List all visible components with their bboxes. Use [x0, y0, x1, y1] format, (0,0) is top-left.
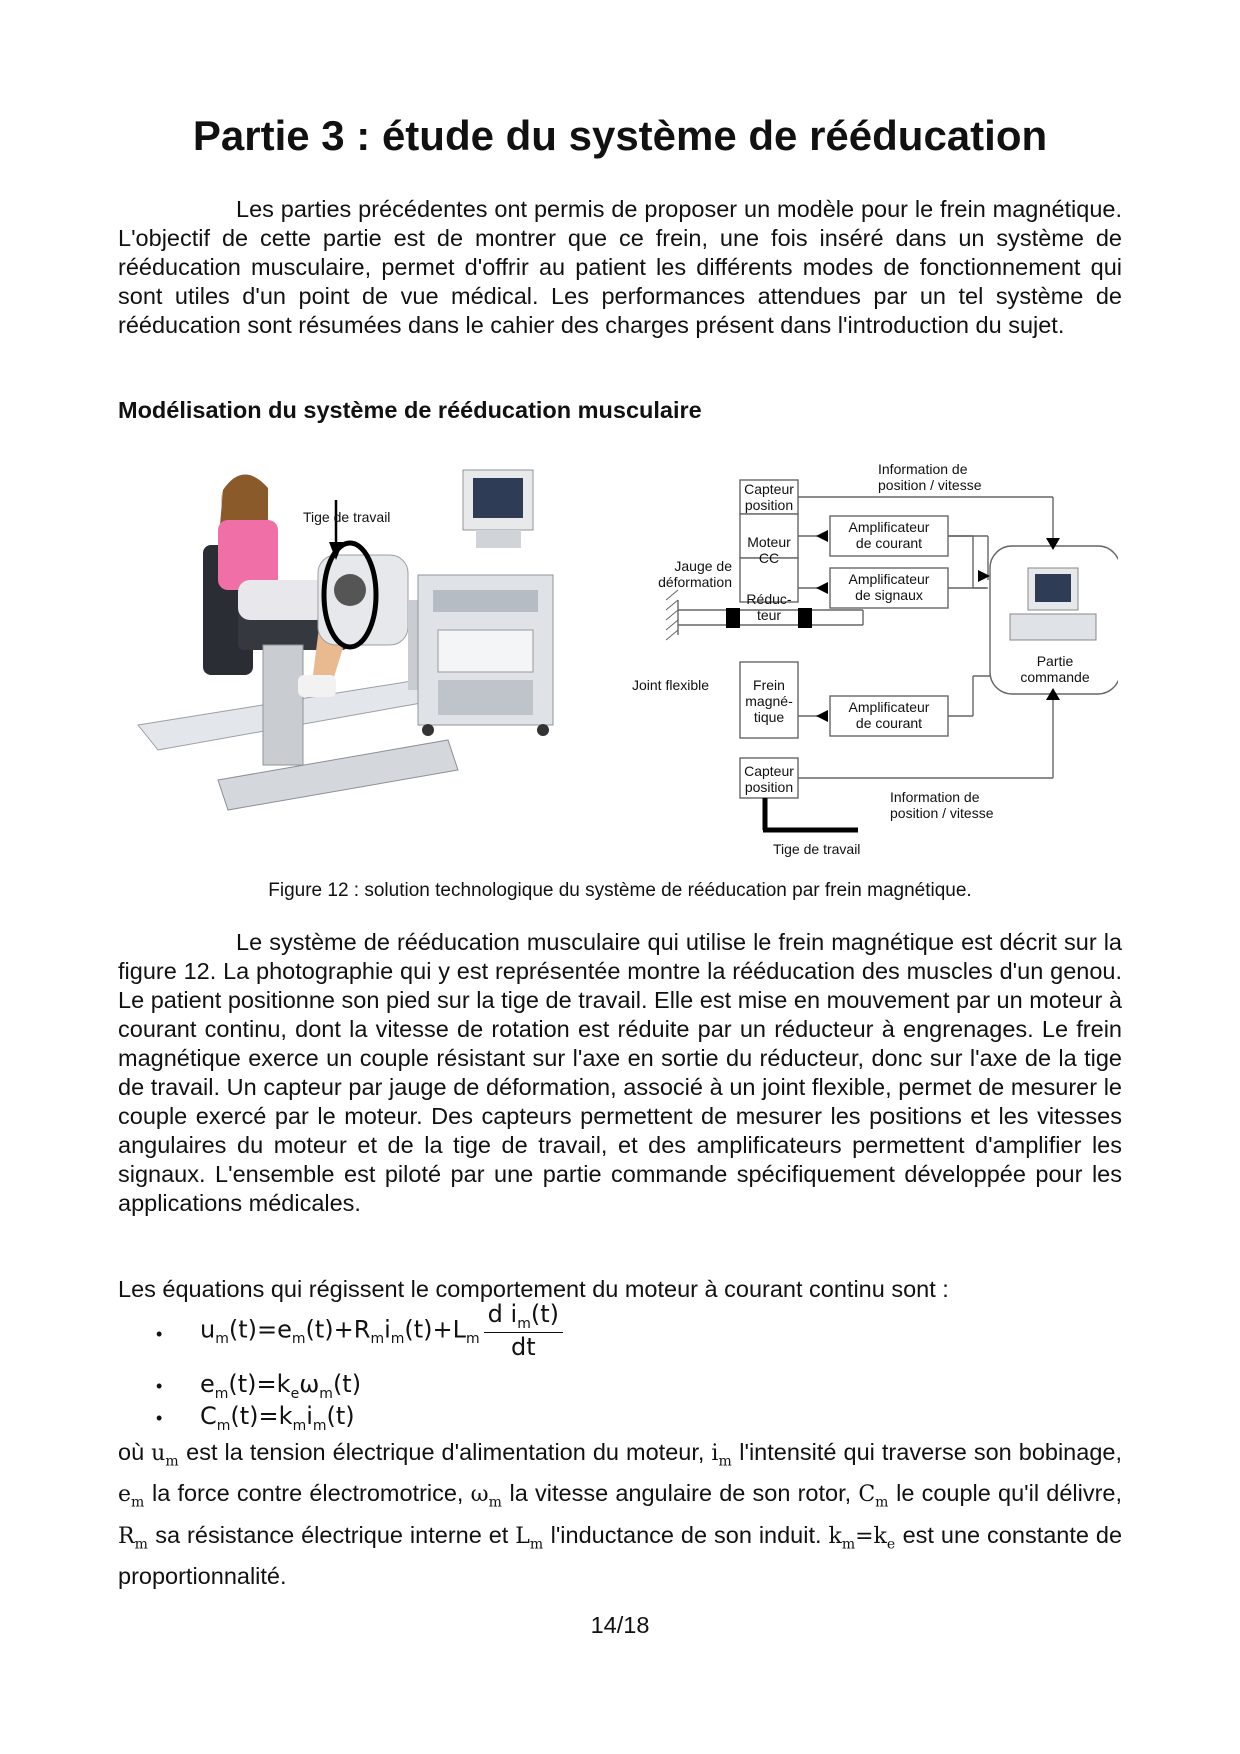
- wall-hatch: [666, 590, 678, 640]
- variables-paragraph: où $u_m$ est la tension électrique d'alimentation du moteur, $i_m$ l'intensité qui traverse son bobinage, $e_m$ la force contre électromotrice, $\omega_m$ la vitesse angulaire de son rotor, $C_m$ le couple qu'il délivre, $R_m$ sa résistance électrique interne et $L_m$ l'inductance de son induit. $k_m=k_e$ est une constante de proportionnalité.: [118, 1439, 1123, 1590]
- label-jauge-2: déformation: [658, 574, 732, 590]
- page-title: Partie 3 : étude du système de rééducation: [192, 112, 1048, 159]
- page-number: 14/18: [590, 1612, 650, 1638]
- where-text-5: la vitesse angulaire de son rotor,: [509, 1480, 852, 1507]
- label-capteur-bottom-1: Capteur: [744, 763, 794, 779]
- section-heading: Modélisation du système de rééducation musculaire: [118, 397, 702, 423]
- bullet-2: •: [156, 1376, 163, 1396]
- where-text-7: couple qu'il délivre,: [921, 1480, 1123, 1507]
- label-reducteur-1: Réduc-: [746, 591, 792, 607]
- label-ampli-signaux-2: de signaux: [855, 587, 923, 603]
- where-text-4: la force contre électromotrice,: [151, 1480, 464, 1507]
- equation-1: $u_m(t)=e_m(t)+R_mi_m(t)+L_m$ $\frac{d i_m(t)}{dt}$: [200, 1300, 563, 1361]
- where-word: où: [118, 1439, 145, 1465]
- equation-2: $e_m(t)=k_e\omega_m(t)$: [200, 1370, 362, 1402]
- where-text-8: sa résistance électrique interne et: [155, 1521, 509, 1548]
- label-ampli-courant-top-2: de courant: [855, 535, 923, 551]
- figure-12: [118, 450, 1118, 870]
- label-joint: Joint flexible: [632, 677, 710, 693]
- label-info-top-2: position / vitesse: [878, 477, 982, 493]
- description-paragraph: Le système de rééducation musculaire qui utilise le frein magnétique est décrit sur la figure 12. La photographie qui y est représentée montre la rééducation des muscles d'un genou. Le patient positionne son pied sur la tige de travail. Elle est mise en mouvement par un moteur à courant continu, dont la vitesse de rotation est réduite par un réducteur à engrenages. Le frein magnétique exerce un couple résistant sur l'axe en sortie du réducteur, donc sur l'axe de la tige de travail. Un capteur par jauge de déformation, associé à un joint flexible, permet de mesurer le couple exercé par le moteur. Des capteurs permettent de mesurer les positions et les vitesses angulaires du moteur et de la tige de travail, et des amplificateurs permettent d'amplifier les signaux. L'ensemble est piloté par une partie commande spécifiquement développée pour les applications médicales.: [118, 929, 1122, 1216]
- where-text-2: l'intensité qui traverse son: [739, 1439, 1012, 1465]
- label-capteur-top-2: position: [744, 497, 794, 513]
- where-text-3: bobinage,: [1018, 1439, 1122, 1465]
- figure-caption: Figure 12 : solution technologique du système de rééducation par frein magnétique.: [268, 880, 972, 901]
- label-ampli-courant-bottom-1: Amplificateur: [848, 699, 930, 715]
- bullet-1: •: [156, 1324, 163, 1344]
- where-text-10: est une constante de proportionnalité.: [118, 1521, 1123, 1590]
- figure-12-svg: [118, 450, 1118, 870]
- label-info-bottom-1: Information de: [890, 789, 980, 805]
- label-capteur-top-1: Capteur: [744, 481, 794, 497]
- label-tige: Tige de travail: [773, 841, 861, 857]
- label-capteur-bottom-2: position: [744, 779, 794, 795]
- label-ampli-courant-top-1: Amplificateur: [848, 519, 930, 535]
- equations-intro: Les équations qui régissent le comportement du moteur à courant continu sont :: [118, 1276, 949, 1302]
- tige-bar: [763, 798, 858, 830]
- label-partie-commande-1: Partie: [1036, 653, 1074, 669]
- where-text-9: l'inductance de son induit.: [550, 1521, 822, 1548]
- label-partie-commande-2: commande: [1020, 669, 1090, 685]
- label-frein-1: Frein: [753, 677, 785, 693]
- label-frein-2: magné-: [745, 693, 793, 709]
- label-info-bottom-2: position / vitesse: [890, 805, 994, 821]
- label-reducteur-2: teur: [756, 607, 782, 623]
- label-jauge-1: Jauge de: [674, 558, 732, 574]
- equation-3: $C_m(t)=k_mi_m(t)$: [200, 1402, 355, 1434]
- where-text-1: est la tension électrique d'alimentation du moteur,: [186, 1439, 705, 1465]
- bullet-3: •: [156, 1408, 163, 1428]
- label-moteur-2: CC: [758, 550, 780, 566]
- label-info-top-1: Information de: [878, 461, 968, 477]
- where-text-6: le: [896, 1480, 915, 1507]
- label-ampli-signaux-1: Amplificateur: [848, 571, 930, 587]
- label-frein-3: tique: [753, 709, 785, 725]
- label-ampli-courant-bottom-2: de courant: [855, 715, 923, 731]
- intro-paragraph: Les parties précédentes ont permis de proposer un modèle pour le frein magnétique. L'objectif de cette partie est de montrer que ce frein, une fois inséré dans un système de rééducation musculaire, permet d'offrir au patient les différents modes de fonctionnement qui sont utiles d'un point de vue médical. Les performances attendues par un tel système de rééducation sont résumées dans le cahier des charges présent dans l'introduction du sujet.: [118, 196, 1122, 338]
- label-moteur-1: Moteur: [747, 534, 791, 550]
- photo-label-tige: Tige de travail: [303, 509, 391, 525]
